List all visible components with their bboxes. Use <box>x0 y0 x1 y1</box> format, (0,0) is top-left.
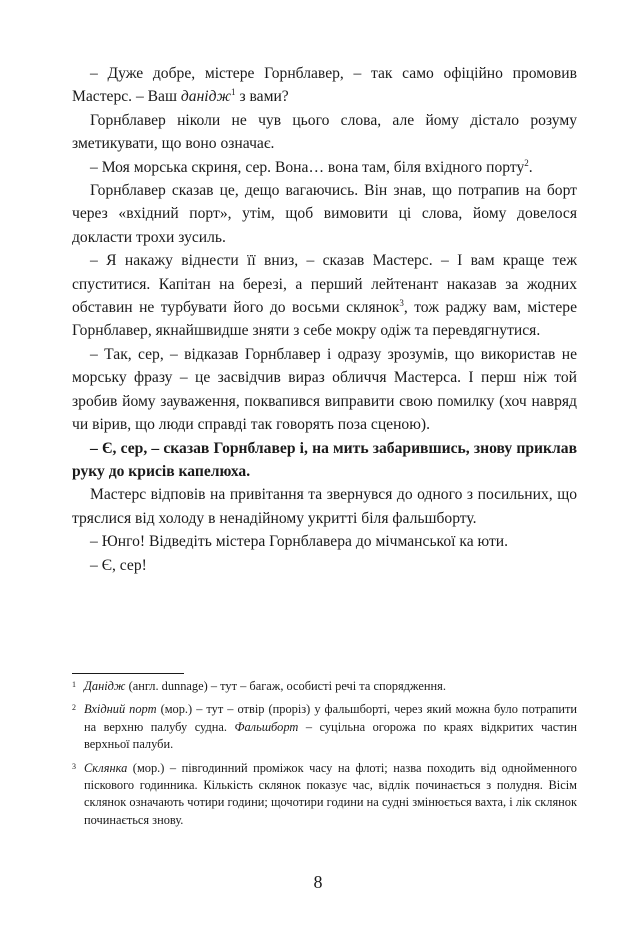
footnote-number: 1 <box>72 680 76 689</box>
footnote-text: (мор.) – півгодинний проміжок часу на флоті; назва походить від однойменного піскового годинника. Кількість склянок показує час, відлік починається з полудня. Вісім склянок означають чотири години; щочотири години на судні змінюється вахта, і лік склянок починається знову. <box>84 760 577 827</box>
footnote-1 <box>72 678 577 695</box>
footnote-divider <box>72 673 184 674</box>
footnote-ref-3[interactable]: 3 <box>399 297 404 308</box>
footnote-term: Данідж <box>84 679 126 693</box>
footnote-text: (мор.) – тут – отвір (проріз) у фальшборті, через який можна було потрапити на верхню палубу судна. <box>84 702 578 734</box>
page-number: 8 <box>313 872 323 892</box>
footnote-term: Склянка <box>84 760 128 775</box>
paragraph: Горнблавер сказав це, дещо вагаючись. Він знав, що потрапив на борт через «вхідний порт», утім, щоб вимовити ці слова, йому довелося докласти трохи зусиль. <box>72 182 577 246</box>
paragraph: Горнблавер ніколи не чув цього слова, але йому дістало розуму зметикувати, що воно означає. <box>72 111 577 153</box>
paragraph: – Є, сер! <box>90 556 147 574</box>
footnotes <box>72 678 577 835</box>
footnote-text: (англ. dunnage) – тут – багаж, особисті речі та спорядження. <box>125 679 446 693</box>
footnote-3 <box>72 760 577 830</box>
paragraph: – Юнго! Відведіть містера Горнблавера до мічманської ка юти. <box>90 533 509 551</box>
paragraph: – Я накажу віднести її вниз, – сказав Мастерс. – І вам краще теж спуститися. Капітан на березі, а перший лейтенант наказав за жодних обставин не турбувати його до восьми склянок$^3$, тож раджу вам, містере Горнблавер, якнайшвидше зняти з себе мокру одіж та перевдягнутися. <box>72 252 577 340</box>
paragraph: Мастерс відповів на привітання та звернувся до одного з посильних, що тряслися від холоду в ненадійному укритті біля фальшборту. <box>72 486 577 527</box>
footnote-number: 2 <box>72 703 76 713</box>
paragraph: – Так, сер, – відказав Горнблавер і одразу зрозумів, що використав не морську фразу – це засвідчив вираз обличчя Мастерса. І перш ніж той зробив йому зауваження, поквапився виправити свою помилку (хоч навряд чи вірив, що люди справді так говорять поза сценою). <box>72 345 577 434</box>
main-text <box>72 62 577 577</box>
footnote-ref-2[interactable]: 2 <box>524 157 529 168</box>
footnote-ref-1[interactable]: 1 <box>231 87 236 98</box>
paragraph: – Є, сер, – сказав Горнблавер і, на мить забарившись, знову приклав руку до крисів капелюха. <box>72 439 577 480</box>
paragraph: – Дуже добре, містере Горнблавер, – так само офіційно промовив Мастерс. – Ваш данідж$^1$ з вами? <box>72 65 577 106</box>
footnote-2 <box>72 701 577 753</box>
term-danidzh: данідж <box>180 88 232 106</box>
paragraph: – Моя морська скриня, сер. Вона… вона там, біля вхідного порту$^2$. <box>90 157 533 176</box>
footnote-number: 3 <box>72 761 76 771</box>
footnote-term: Фальшборт <box>234 719 299 734</box>
footnote-text: – суцільна огорожа по краях відкритих частин верхньої палуби. <box>84 719 577 752</box>
footnote-term: Вхідний порт <box>84 702 157 717</box>
